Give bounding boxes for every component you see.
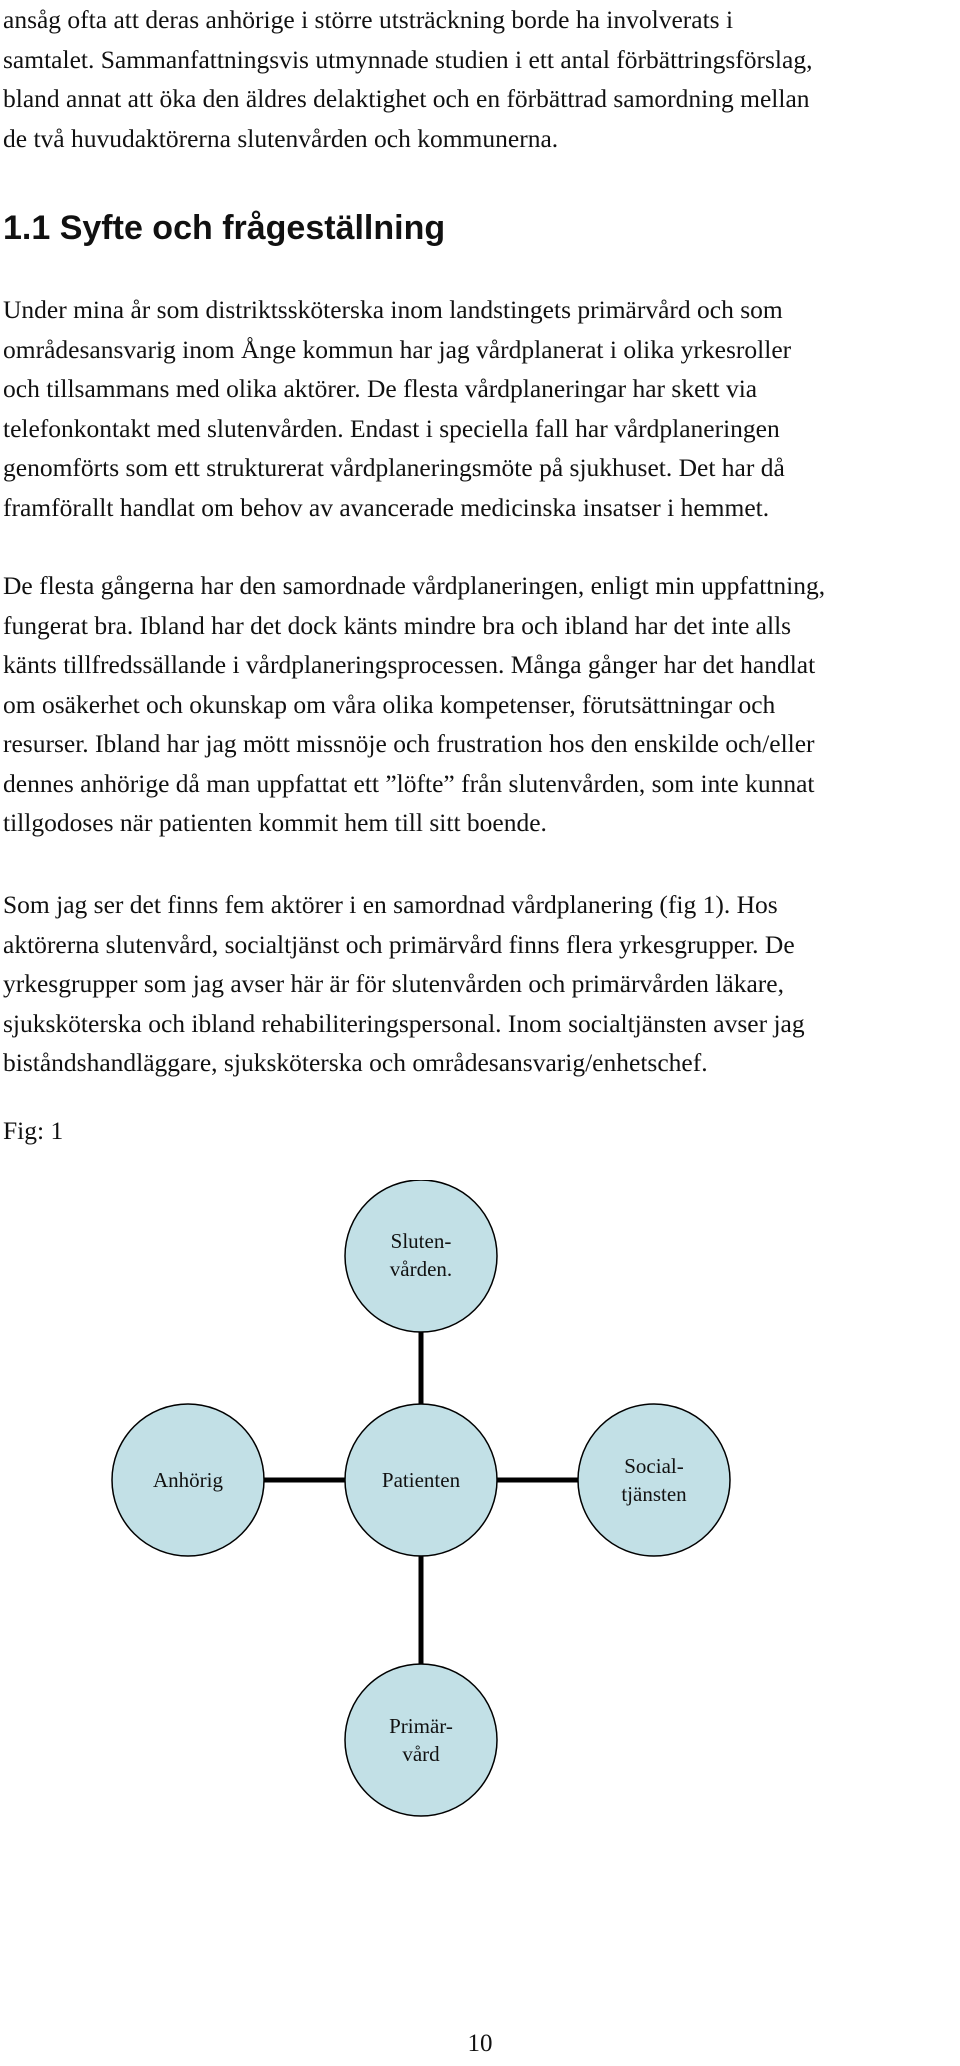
text-line: tillgodoses när patienten kommit hem till sitt boende. [3, 808, 547, 837]
text-line: Under mina år som distriktssköterska inom landstingets primärvård och som [3, 295, 783, 324]
body-paragraph-2 [3, 566, 953, 843]
text-line: genomförts som ett strukturerat vårdplaneringsmöte på sjukhuset. Det har då [3, 453, 785, 482]
text-line: yrkesgrupper som jag avser här är för slutenvården och primärvården läkare, [3, 969, 784, 998]
text-line: dennes anhörige då man uppfattat ett ”löfte” från slutenvården, som inte kunnat [3, 768, 815, 798]
node-label-line: vården. [389, 1257, 453, 1281]
text-line: samtalet. Sammanfattningsvis utmynnade studien i ett antal förbättringsförslag, [3, 44, 813, 74]
text-line: framförallt handlat om behov av avancerade medicinska insatser i hemmet. [3, 492, 770, 522]
node-circle [345, 1664, 497, 1816]
figure-label: Fig: 1 [3, 1116, 64, 1145]
text-line: och tillsammans med olika aktörer. De flesta vårdplaneringar har skett via [3, 374, 758, 403]
node-label-line: Anhörig [153, 1468, 223, 1492]
section-heading: 1.1 Syfte och frågeställning [3, 209, 446, 247]
text-line: de två huvudaktörerna slutenvården och kommunerna. [3, 123, 559, 153]
text-line: bland annat att öka den äldres delaktighet och en förbättrad samordning mellan [3, 84, 810, 113]
body-paragraph-3 [3, 885, 953, 1083]
node-label-line: Patienten [381, 1468, 461, 1492]
text-line: ansåg ofta att deras anhörige i större utsträckning borde ha involverats i [3, 5, 734, 34]
text-line: om osäkerhet och okunskap om våra olika kompetenser, förutsättningar och [3, 689, 776, 719]
node-label-line: vård [402, 1742, 440, 1766]
intro-paragraph [3, 0, 953, 158]
text-line: fungerat bra. Ibland har det dock känts mindre bra och ibland har det inte alls [3, 610, 792, 640]
node-circle [578, 1404, 730, 1556]
text-line: biståndshandläggare, sjuksköterska och områdesansvarig/enhetschef. [3, 1048, 708, 1077]
node-patienten [345, 1404, 497, 1556]
text-line: resurser. Ibland har jag mött missnöje och frustration hos den enskilde och/eller [3, 729, 815, 758]
text-line: De flesta gångerna har den samordnade vårdplaneringen, enligt min uppfattning, [3, 571, 826, 600]
text-line: telefonkontakt med slutenvården. Endast i speciella fall har vårdplaneringen [3, 413, 780, 443]
text-line: aktörerna slutenvård, socialtjänst och primärvård finns flera yrkesgrupper. De [3, 929, 795, 959]
node-label-line: Social- [624, 1454, 684, 1478]
node-socialtjansten [578, 1404, 730, 1556]
text-line: områdesansvarig inom Ånge kommun har jag vårdplanerat i olika yrkesroller [3, 334, 792, 364]
body-paragraph-1 [3, 290, 953, 527]
node-label-line: Sluten- [390, 1229, 452, 1253]
page-number: 10 [467, 2030, 493, 2057]
text-line: sjuksköterska och ibland rehabiliteringspersonal. Inom socialtjänsten avser jag [3, 1008, 805, 1038]
node-anhorig [112, 1404, 264, 1556]
node-circle [345, 1180, 497, 1332]
node-slutenvarden [345, 1180, 497, 1332]
actors-diagram [0, 1180, 960, 1840]
node-label-line: Primär- [389, 1714, 453, 1738]
text-line: känts tillfredssällande i vårdplaneringsprocessen. Många gånger har det handlat [3, 650, 816, 679]
text-line: Som jag ser det finns fem aktörer i en samordnad vårdplanering (fig 1). Hos [3, 890, 778, 919]
node-label-line: tjänsten [621, 1482, 687, 1506]
node-primarvard [345, 1664, 497, 1816]
